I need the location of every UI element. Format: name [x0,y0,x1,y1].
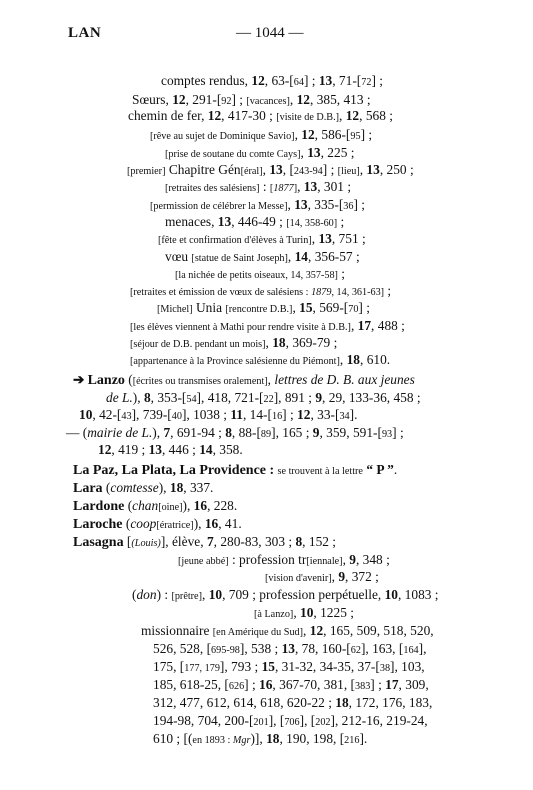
text-segment: 17 [385,677,399,692]
index-line [132,586,439,603]
text-segment: 17 [357,318,372,333]
text-segment: , 1083 ; [397,587,439,602]
text-segment: [jeune abbé] [178,556,229,567]
text-segment: 8 [295,534,303,549]
index-line [98,441,243,458]
text-segment: , 568 ; [359,108,393,123]
text-segment: [statue de Saint Joseph] [191,253,288,264]
text-segment: 243-94 [293,166,323,177]
text-segment: ] ; [231,92,243,107]
index-line [130,282,391,299]
text-segment: 15 [299,300,313,315]
text-segment: ]. [359,731,368,746]
text-segment: 15 [261,659,275,674]
index-line [158,230,366,247]
running-header-letters: LAN [68,25,102,41]
text-segment: , 385, 413 ; [310,92,371,107]
text-segment: ; [337,266,346,281]
text-segment: , 291-[ [185,92,222,107]
text-segment: 16 [193,498,208,513]
text-segment: [les élèves viennent à Mathi pour rendre visite à D.B.] [130,322,351,333]
text-segment: 177, 179 [184,663,220,674]
index-line [161,72,383,89]
text-segment: , 337. [183,480,214,495]
index-line [153,640,426,657]
text-segment: 13 [148,442,162,457]
text-segment: , [350,318,358,333]
text-segment: , 569-[ [312,300,349,315]
text-segment: , [287,197,295,212]
index-line [73,479,213,496]
headword: Lasagna [73,535,124,550]
text-segment: , 309, [398,677,429,692]
text-segment: 10 [208,587,223,602]
text-segment: — ( [66,425,88,440]
text-segment: 12 [345,108,360,123]
text-segment: 383 [355,681,371,692]
text-segment: ), [158,480,170,495]
index-line [73,533,336,550]
text-segment: 38 [379,663,391,674]
text-segment: , [265,335,273,350]
text-segment: , 610. [360,352,391,367]
text-segment: 12 [296,92,310,107]
text-segment: , 190, 198, [ [279,731,345,746]
text-segment: , [342,552,350,567]
index-line [130,334,337,351]
text-segment: , 33-[ [310,407,340,422]
text-segment: [permission de célébrer la Messe] [150,201,288,212]
index-line [130,351,390,368]
index-line [153,730,367,747]
text-segment: 9 [338,569,346,584]
text-segment: ] ; [353,197,365,212]
text-segment: , 372 ; [345,569,379,584]
text-segment: , [331,569,339,584]
text-segment: [lieu] [337,166,360,177]
text-segment: 70 [348,304,359,315]
text-segment: [en Amérique du Sud] [212,627,304,638]
text-segment: ] ; [360,127,373,142]
index-line [132,91,371,108]
text-segment: 201 [253,717,269,728]
text-segment: , [262,162,270,177]
index-line [73,497,237,514]
text-segment: , [201,587,209,602]
text-segment: 62 [350,645,361,656]
index-line [73,515,242,532]
text-segment: ] ; [358,300,370,315]
text-segment: 164 [403,645,419,656]
index-line [127,161,414,178]
text-segment: 13 [318,231,332,246]
text-segment: 8 [225,425,232,440]
text-segment: ], 418, 721-[ [196,390,264,405]
text-segment: 9 [349,552,356,567]
text-segment: [vacances] [246,96,290,107]
text-segment: [14, 358-60] [286,218,338,229]
index-line [150,196,365,213]
text-segment: , [294,127,302,142]
text-segment: ], [ [299,713,316,728]
text-segment: 18 [346,352,360,367]
text-segment: se trouvent à la lettre [277,466,363,477]
text-segment: 18 [335,695,349,710]
text-segment: [éral] [240,166,263,177]
index-line [73,461,397,478]
headword: La Paz, La Plata, La Providence : [73,463,275,478]
text-segment: [visite de D.B.] [276,112,340,123]
index-line [73,371,415,388]
text-segment: 10 [384,587,398,602]
text-segment: 16 [259,677,273,692]
text-segment: ( [124,498,133,513]
text-segment: ], [418,641,427,656]
text-segment: 7 [206,534,214,549]
text-segment: ], 891 ; [273,390,316,405]
text-segment: 16 [204,516,219,531]
text-segment: 12 [98,442,112,457]
index-line [175,265,345,282]
index-line [106,389,421,406]
text-segment: [appartenance à la Province salésienne du Piémont] [130,356,340,367]
text-segment: [ [269,183,274,194]
text-segment: vœu [165,249,192,264]
text-segment: 706 [284,717,300,728]
text-segment: 1877 [273,183,294,194]
text-segment: : profession tr [228,552,307,567]
text-segment: , 488 ; [371,318,405,333]
text-segment: , 78, 160-[ [294,641,351,656]
text-segment: 610 ; [( [153,731,193,746]
text-segment: 13 [217,214,232,229]
text-segment: 95 [350,131,361,142]
text-segment: 18 [272,335,286,350]
text-segment: ] ; [244,677,260,692]
text-segment: 8 [143,390,151,405]
headword: Lardone [73,499,125,514]
text-segment: ; [337,214,345,229]
text-segment: ], 739-[ [131,407,172,422]
text-segment: , 172, 176, 183, [348,695,433,710]
index-line [66,424,404,441]
text-segment: 64 [293,77,304,88]
text-segment: 14 [199,442,213,457]
text-segment: ; [384,283,392,298]
text-segment: ], 212-16, 219-24, [330,713,428,728]
text-segment: ➔ [73,372,88,387]
text-segment: 54 [186,394,197,405]
text-segment: [rencontre D.B.] [225,304,293,315]
text-segment: , 14-[ [242,407,272,422]
index-line [165,144,354,161]
text-segment: [écrites ou transmises oralement] [132,376,268,387]
text-segment: , 225 ; [320,145,355,160]
text-segment: 22 [263,394,274,405]
text-segment: comptes rendus, [161,73,252,88]
text-segment: 12 [297,407,311,422]
text-segment: 13 [269,162,283,177]
text-segment: , 29, 133-36, 458 ; [322,390,421,405]
text-segment: ), [152,425,164,440]
text-segment: , 446 ; [161,442,200,457]
text-segment: : [259,179,270,194]
index-line [157,299,370,316]
text-segment: 12 [251,73,265,88]
text-segment: . [393,462,398,477]
text-segment: ] [293,183,298,194]
text-segment: ], 1038 ; [181,407,231,422]
text-segment: 312, 477, 612, 614, 618, 620-22 ; [153,695,336,710]
text-segment: 10 [300,605,314,620]
text-segment: 89 [260,429,272,440]
text-segment: [ [123,534,132,549]
text-segment: 7 [163,425,171,440]
text-segment: ], 165 ; [271,425,313,440]
text-segment: menaces, [165,214,218,229]
index-line [79,406,357,423]
text-segment: , 353-[ [150,390,187,405]
text-segment: ), [182,498,194,513]
headword: Lanzo [87,373,125,388]
text-segment: [prise de soutane du comte Cays] [165,149,301,160]
text-segment: 13 [318,73,333,88]
text-segment: ] ; [370,677,386,692]
text-segment: [fête et confirmation d'élèves à Turin] [158,235,312,246]
text-segment: , 359, 591-[ [319,425,382,440]
text-segment: (Louis) [131,538,161,549]
text-segment: , 348 ; [355,552,390,567]
text-segment: , [359,162,367,177]
text-segment: , 41. [218,516,242,531]
text-segment: 1879 [311,287,332,298]
index-line [130,317,405,334]
text-segment: , 280-83, 303 ; [213,534,296,549]
text-segment: 14 [294,249,308,264]
text-segment: 18 [266,731,280,746]
text-segment: ), [193,516,205,531]
text-segment: ], 103, [390,659,425,674]
headword: Lara [73,481,103,496]
text-segment: 13 [307,145,321,160]
text-segment: Chapitre Gén [165,162,241,177]
text-segment: don [136,587,157,602]
text-segment: ] ; [371,73,383,88]
text-segment: [iennale] [306,556,343,567]
text-segment: ] ; [322,162,338,177]
text-segment: chemin de fer, [128,108,208,123]
text-segment: , 709 ; profession perpétuelle, [222,587,385,602]
text-segment: ), [132,390,144,405]
text-segment: missionnaire [141,623,213,638]
text-segment: ( [124,372,133,387]
text-segment: 40 [171,411,182,422]
index-line [178,551,390,568]
text-segment: 12 [207,108,222,123]
text-segment: , [311,231,319,246]
text-segment: 626 [228,681,245,692]
text-segment: ( [132,587,137,602]
text-segment: mairie de L. [87,425,153,440]
text-segment: 194-98, 704, 200-[ [153,713,254,728]
text-segment: , [300,145,308,160]
text-segment: [retraites des salésiens] [165,183,260,194]
text-segment: ] ; [303,73,319,88]
text-segment: 185, 618-25, [ [153,677,229,692]
index-line [165,178,351,195]
text-segment: ], 793 ; [219,659,262,674]
text-segment: ], 538 ; [239,641,282,656]
text-segment: , [339,108,346,123]
text-segment: , 369-79 ; [285,335,338,350]
text-segment: [retraites et émission de vœux de salésiens : [130,287,312,298]
text-segment: [la nichée de petits oiseaux, 14, 357-58] [175,270,338,281]
text-segment: , 152 ; [302,534,337,549]
text-segment: , [293,605,301,620]
text-segment: 11 [230,407,243,422]
text-segment: 34 [339,411,350,422]
text-segment: , 42-[ [92,407,122,422]
page-number: — 1044 — [236,25,304,41]
text-segment: , [303,623,310,638]
text-segment: 43 [121,411,132,422]
text-segment: , 250 ; [379,162,414,177]
text-segment: , [292,300,300,315]
text-segment: en 1893 : [192,735,233,746]
text-segment: 36 [343,201,354,212]
text-segment: ], 163, [ [360,641,404,656]
text-segment: 92 [221,96,232,107]
text-segment: , [267,372,275,387]
text-segment: Sœurs, [132,92,173,107]
text-segment: “ P ” [366,462,394,477]
text-segment: , 586-[ [314,127,351,142]
text-segment: 13 [366,162,380,177]
text-segment: , 63-[ [264,73,294,88]
text-segment: , 335-[ [307,197,344,212]
text-segment: [séjour de D.B. pendant un mois] [130,339,266,350]
text-segment: chan [132,498,159,513]
text-segment: , [297,179,304,194]
text-segment: [oine] [158,502,183,513]
text-segment: ( [122,516,131,531]
text-segment: 9 [315,390,323,405]
text-segment: 175, [ [153,659,185,674]
text-segment: 10 [79,407,93,422]
text-segment: , 751 ; [331,231,366,246]
text-segment: [rêve au sujet de Dominique Savio] [150,131,295,142]
text-segment: coop [130,516,157,531]
text-segment: ], [ [268,713,285,728]
text-segment: 72 [361,77,372,88]
text-segment: 202 [315,717,331,728]
text-segment: )], [250,731,267,746]
text-segment: , 88-[ [231,425,261,440]
text-segment: , 301 ; [317,179,352,194]
text-segment: , 446-49 ; [231,214,287,229]
text-segment: , 71-[ [332,73,362,88]
text-segment: ]. [349,407,358,422]
index-line [165,213,344,230]
index-line [254,604,354,621]
text-segment: [à Lanzo] [254,609,294,620]
text-segment: [Michel] [157,304,193,315]
text-segment: ( [102,480,111,495]
text-segment: , 691-94 ; [170,425,226,440]
text-segment: ) : [156,587,172,602]
text-segment: [vision d'avenir] [265,573,332,584]
index-line [265,568,379,585]
text-segment: ] ; [282,407,298,422]
text-segment: [premier] [127,166,166,177]
text-segment: de L. [106,390,133,405]
headword: Laroche [73,517,123,532]
text-segment: , [287,249,295,264]
text-segment: , 367-70, 381, [ [272,677,355,692]
index-line [165,248,360,265]
text-segment: , [339,352,347,367]
text-segment: , 358. [212,442,243,457]
index-line [153,694,432,711]
text-segment: , [ [282,162,294,177]
text-segment: , 356-57 ; [308,249,360,264]
text-segment: , 14, 361-63] [331,287,385,298]
text-segment: 16 [271,411,283,422]
text-segment: 13 [281,641,295,656]
text-segment: 526, 528, [ [153,641,212,656]
text-segment: 12 [172,92,186,107]
index-line [153,712,428,729]
index-line [150,126,372,143]
text-segment: 13 [294,197,308,212]
text-segment: ], élève, [160,534,207,549]
text-segment: , 1225 ; [313,605,354,620]
text-segment: 18 [169,480,184,495]
text-segment: 93 [381,429,393,440]
text-segment: , 165, 509, 518, 520, [323,623,434,638]
text-segment: 9 [312,425,320,440]
text-segment: 13 [303,179,318,194]
text-segment: comtesse [110,480,159,495]
text-segment: , 419 ; [111,442,149,457]
text-segment: [prêtre] [171,591,202,602]
text-segment: lettres de D. B. aux jeunes [274,372,415,387]
index-line [128,107,393,124]
text-segment: Mgr [232,735,251,746]
text-segment: , 228. [207,498,238,513]
index-line [153,658,425,675]
text-segment: 12 [309,623,324,638]
text-segment: 695-98 [211,645,240,656]
text-segment: ] ; [392,425,404,440]
text-segment: Unia [192,300,226,315]
text-segment: , 417-30 ; [221,108,277,123]
text-segment: [ératrice] [156,520,194,531]
text-segment: , 31-32, 34-35, 37-[ [274,659,380,674]
text-segment: , [289,92,297,107]
text-segment: 216 [344,735,360,746]
index-line [153,676,429,693]
text-segment: 12 [301,127,315,142]
index-line [141,622,434,639]
